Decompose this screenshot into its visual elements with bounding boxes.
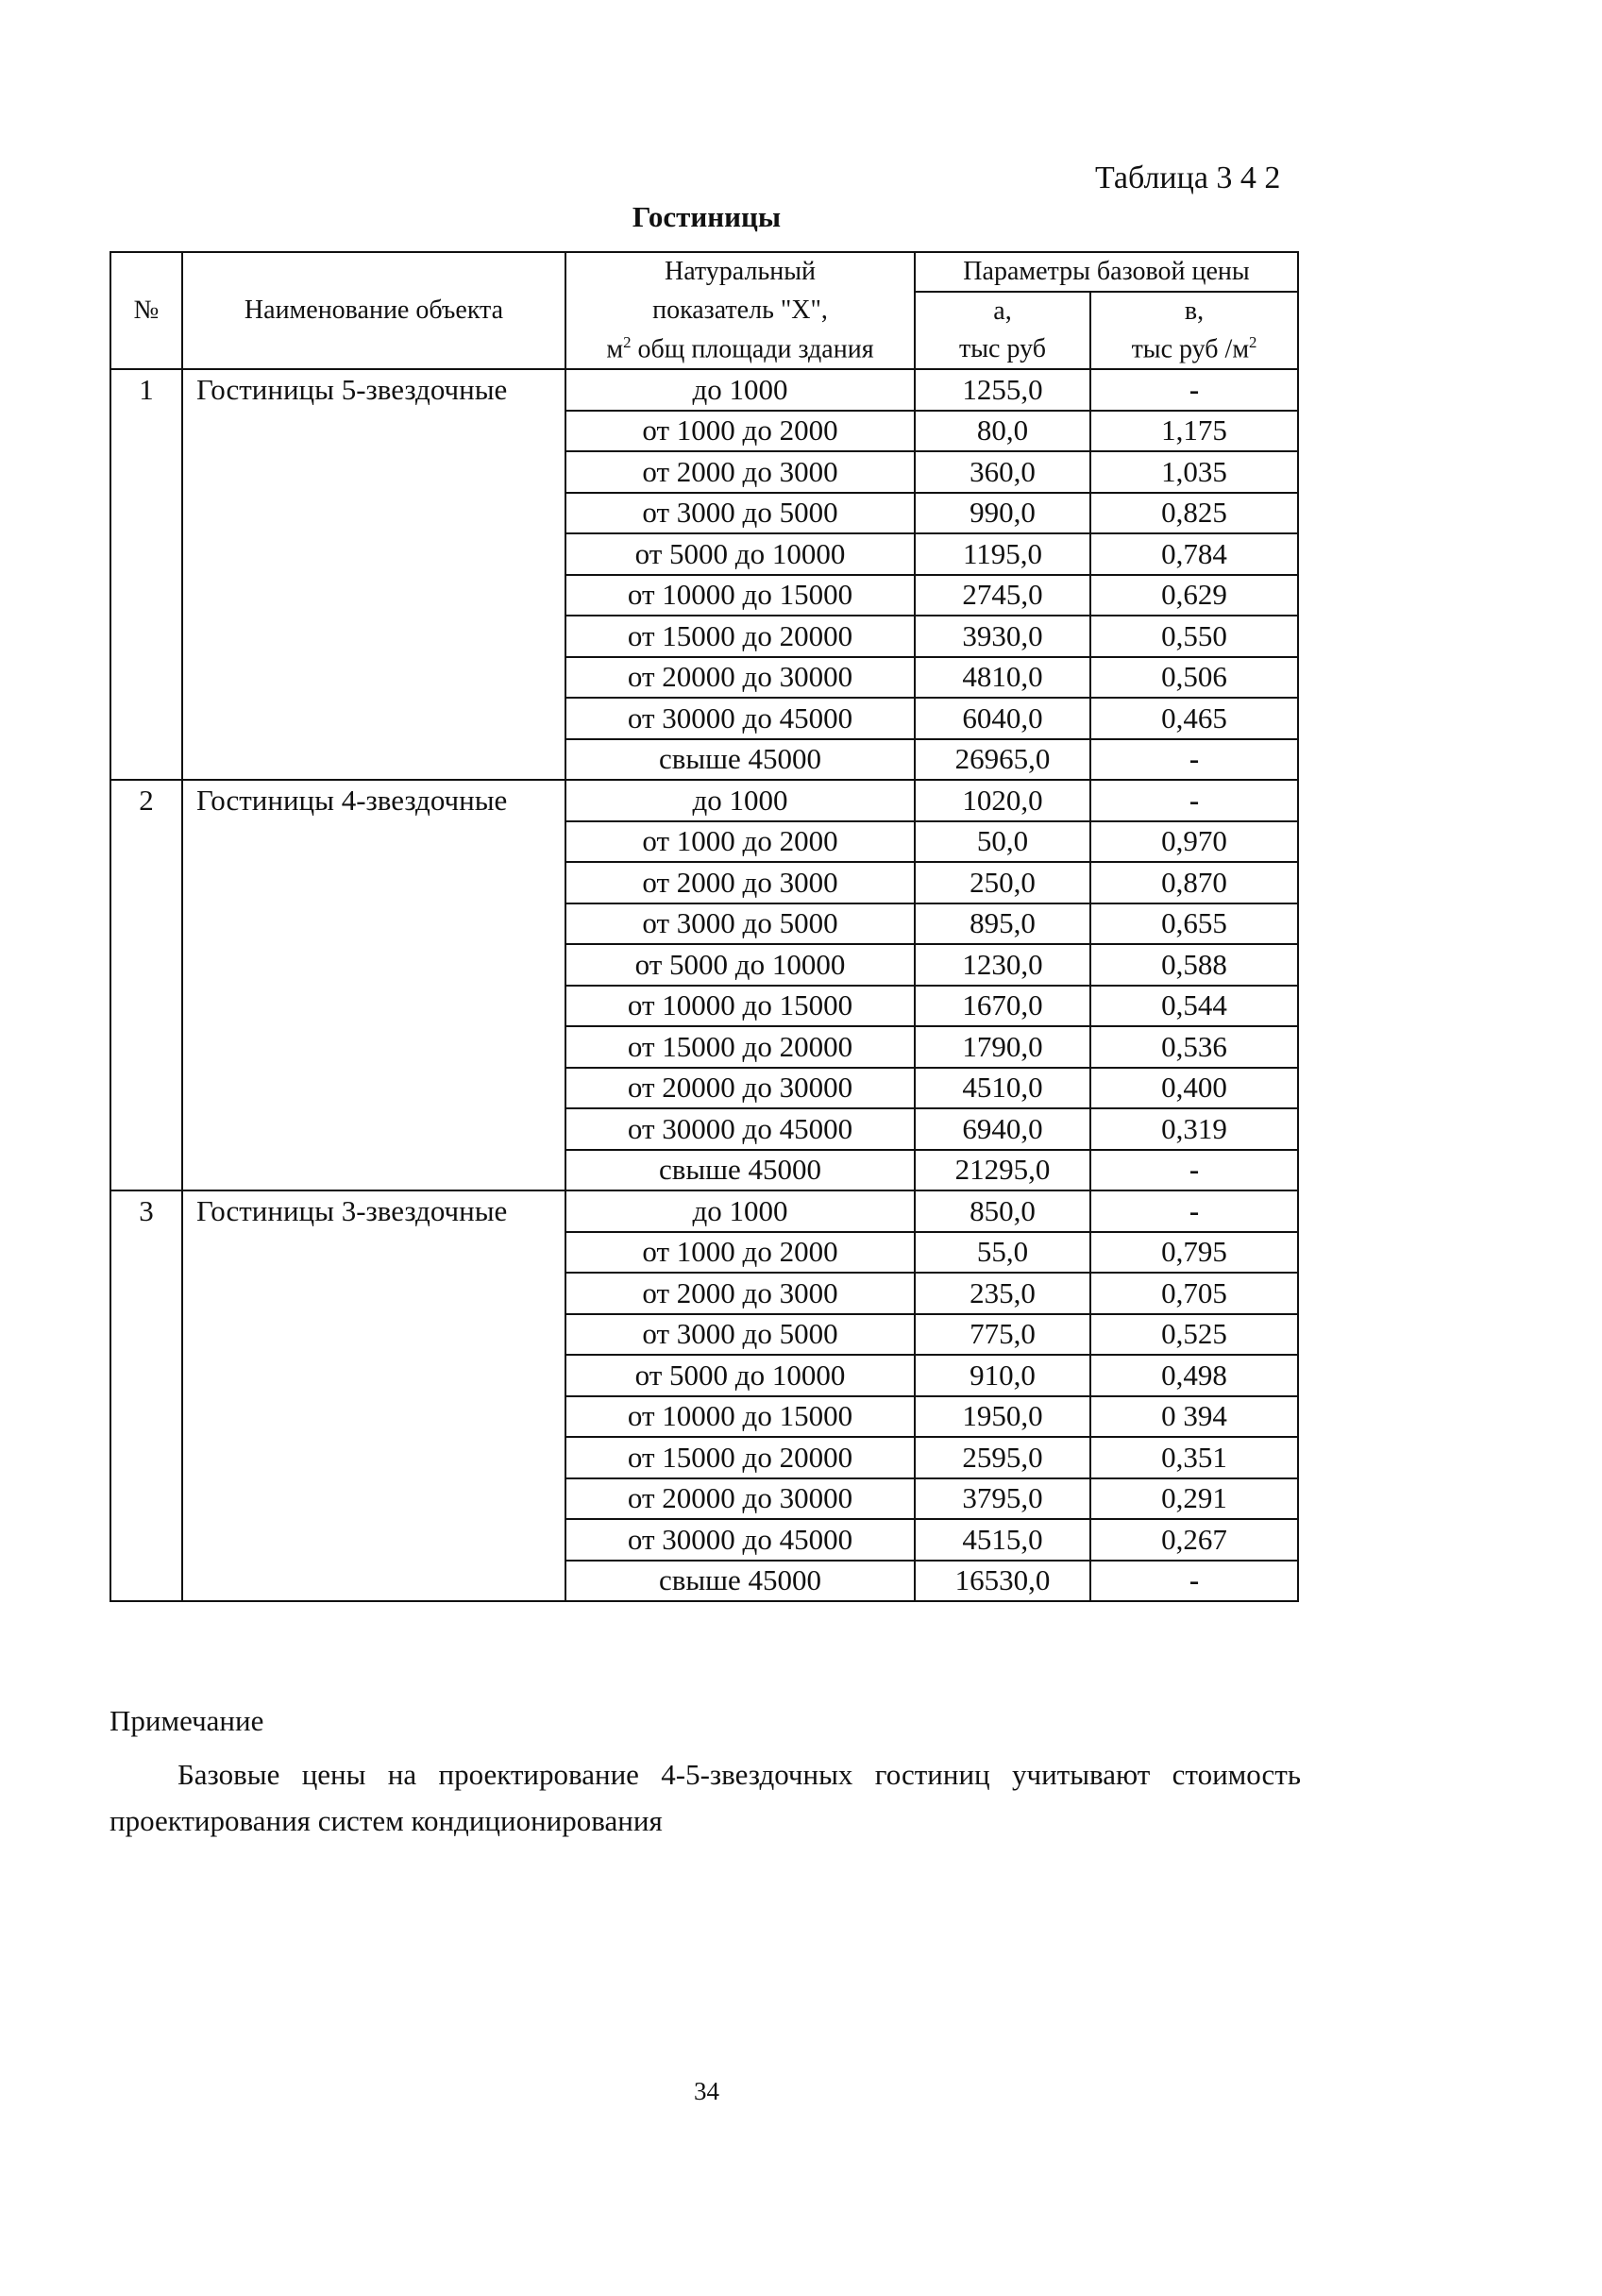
row-range: от 15000 до 20000 — [565, 1026, 915, 1068]
row-value-b: 0,525 — [1090, 1314, 1298, 1356]
row-range: до 1000 — [565, 1190, 915, 1232]
header-no: № — [110, 252, 182, 369]
row-range: до 1000 — [565, 369, 915, 411]
row-value-a: 2595,0 — [915, 1437, 1090, 1478]
page-number: 34 — [694, 2077, 719, 2105]
row-range: от 10000 до 15000 — [565, 575, 915, 616]
header-b-unit-sup: 2 — [1249, 332, 1257, 351]
row-range: от 3000 до 5000 — [565, 493, 915, 534]
row-value-a: 80,0 — [915, 411, 1090, 452]
row-value-b: 0,536 — [1090, 1026, 1298, 1068]
row-range: от 30000 до 45000 — [565, 1519, 915, 1561]
row-range: от 2000 до 3000 — [565, 451, 915, 493]
row-range: от 20000 до 30000 — [565, 1068, 915, 1109]
row-value-b: 0,629 — [1090, 575, 1298, 616]
row-value-a: 1195,0 — [915, 533, 1090, 575]
row-range: от 1000 до 2000 — [565, 411, 915, 452]
table-row — [110, 1190, 1298, 1232]
header-b-line2 — [1090, 330, 1298, 369]
row-range: от 15000 до 20000 — [565, 616, 915, 657]
header-b-line1: в, — [1090, 292, 1298, 330]
row-value-a: 4810,0 — [915, 657, 1090, 699]
row-range: от 5000 до 10000 — [565, 944, 915, 986]
header-indicator-line2: показатель "X", — [565, 292, 915, 330]
row-value-a: 21295,0 — [915, 1150, 1090, 1191]
group-name: Гостиницы 4-звездочные — [182, 780, 565, 1190]
row-value-b: 0,506 — [1090, 657, 1298, 699]
row-value-b: 0,400 — [1090, 1068, 1298, 1109]
row-value-b: - — [1090, 780, 1298, 821]
row-value-a: 1255,0 — [915, 369, 1090, 411]
row-value-a: 775,0 — [915, 1314, 1090, 1356]
header-params: Параметры базовой цены — [915, 252, 1298, 292]
row-value-a: 895,0 — [915, 903, 1090, 945]
row-value-b: 0,784 — [1090, 533, 1298, 575]
row-range: до 1000 — [565, 780, 915, 821]
header-indicator-line3 — [565, 330, 915, 369]
header-b-unit: тыс руб /м — [1131, 334, 1250, 364]
group-number: 1 — [110, 369, 182, 780]
row-value-a: 4515,0 — [915, 1519, 1090, 1561]
note-label: Примечание — [110, 1704, 264, 1737]
row-range: свыше 45000 — [565, 1561, 915, 1602]
row-range: от 15000 до 20000 — [565, 1437, 915, 1478]
header-indicator-unit: м — [606, 334, 624, 364]
row-range: от 20000 до 30000 — [565, 1478, 915, 1520]
row-value-a: 360,0 — [915, 451, 1090, 493]
row-range: свыше 45000 — [565, 739, 915, 781]
row-value-b: 1,175 — [1090, 411, 1298, 452]
row-range: от 2000 до 3000 — [565, 1273, 915, 1314]
row-value-b: 0,319 — [1090, 1108, 1298, 1150]
row-value-b: - — [1090, 739, 1298, 781]
row-range: от 10000 до 15000 — [565, 986, 915, 1027]
row-value-a: 6040,0 — [915, 698, 1090, 739]
table-row — [110, 780, 1298, 821]
row-value-b: - — [1090, 1561, 1298, 1602]
group-number: 3 — [110, 1190, 182, 1601]
row-range: от 20000 до 30000 — [565, 657, 915, 699]
row-value-b: 0,465 — [1090, 698, 1298, 739]
header-indicator-unit-sup: 2 — [623, 332, 632, 351]
price-table — [110, 251, 1299, 1602]
row-value-b: 0,498 — [1090, 1355, 1298, 1396]
row-value-b: 0,655 — [1090, 903, 1298, 945]
row-value-b: 1,035 — [1090, 451, 1298, 493]
row-value-a: 1670,0 — [915, 986, 1090, 1027]
row-range: от 1000 до 2000 — [565, 1232, 915, 1274]
row-value-b: 0,795 — [1090, 1232, 1298, 1274]
table-title: Гостиницы — [632, 200, 782, 233]
group-number: 2 — [110, 780, 182, 1190]
row-value-b: 0,970 — [1090, 821, 1298, 863]
row-value-b: - — [1090, 1150, 1298, 1191]
row-value-b: 0,550 — [1090, 616, 1298, 657]
row-value-b: 0 394 — [1090, 1396, 1298, 1438]
row-value-a: 3930,0 — [915, 616, 1090, 657]
header-indicator-rest: общ площади здания — [637, 334, 874, 364]
row-value-a: 50,0 — [915, 821, 1090, 863]
row-range: свыше 45000 — [565, 1150, 915, 1191]
row-value-b: - — [1090, 369, 1298, 411]
row-value-b: 0,588 — [1090, 944, 1298, 986]
row-value-a: 850,0 — [915, 1190, 1090, 1232]
row-range: от 30000 до 45000 — [565, 698, 915, 739]
row-value-a: 4510,0 — [915, 1068, 1090, 1109]
row-value-b: 0,705 — [1090, 1273, 1298, 1314]
row-value-a: 1790,0 — [915, 1026, 1090, 1068]
row-value-a: 1230,0 — [915, 944, 1090, 986]
row-value-a: 910,0 — [915, 1355, 1090, 1396]
row-range: от 2000 до 3000 — [565, 862, 915, 903]
row-value-a: 16530,0 — [915, 1561, 1090, 1602]
header-a-line1: а, — [915, 292, 1090, 330]
header-a-line2: тыс руб — [915, 330, 1090, 369]
row-value-a: 6940,0 — [915, 1108, 1090, 1150]
row-value-b: 0,351 — [1090, 1437, 1298, 1478]
table-row — [110, 369, 1298, 411]
row-value-b: 0,544 — [1090, 986, 1298, 1027]
row-value-b: 0,825 — [1090, 493, 1298, 534]
row-value-a: 1020,0 — [915, 780, 1090, 821]
header-indicator-line1: Натуральный — [565, 252, 915, 292]
table-body — [110, 369, 1298, 1601]
note-text: Базовые цены на проектирование 4-5-звездочных гостиниц учитывают стоимость проектирования систем кондиционирования — [110, 1758, 1301, 1837]
row-value-b: 0,870 — [1090, 862, 1298, 903]
row-value-a: 1950,0 — [915, 1396, 1090, 1438]
group-name: Гостиницы 3-звездочные — [182, 1190, 565, 1601]
row-value-a: 55,0 — [915, 1232, 1090, 1274]
row-value-a: 990,0 — [915, 493, 1090, 534]
row-value-b: 0,291 — [1090, 1478, 1298, 1520]
row-range: от 5000 до 10000 — [565, 533, 915, 575]
row-range: от 30000 до 45000 — [565, 1108, 915, 1150]
row-range: от 1000 до 2000 — [565, 821, 915, 863]
row-value-a: 250,0 — [915, 862, 1090, 903]
row-value-a: 3795,0 — [915, 1478, 1090, 1520]
row-value-a: 235,0 — [915, 1273, 1090, 1314]
row-value-a: 2745,0 — [915, 575, 1090, 616]
row-range: от 5000 до 10000 — [565, 1355, 915, 1396]
row-range: от 3000 до 5000 — [565, 903, 915, 945]
row-range: от 3000 до 5000 — [565, 1314, 915, 1356]
row-value-b: - — [1090, 1190, 1298, 1232]
table-label: Таблица 3 4 2 — [1095, 160, 1281, 195]
header-name: Наименование объекта — [182, 252, 565, 369]
group-name: Гостиницы 5-звездочные — [182, 369, 565, 780]
row-range: от 10000 до 15000 — [565, 1396, 915, 1438]
row-value-a: 26965,0 — [915, 739, 1090, 781]
row-value-b: 0,267 — [1090, 1519, 1298, 1561]
